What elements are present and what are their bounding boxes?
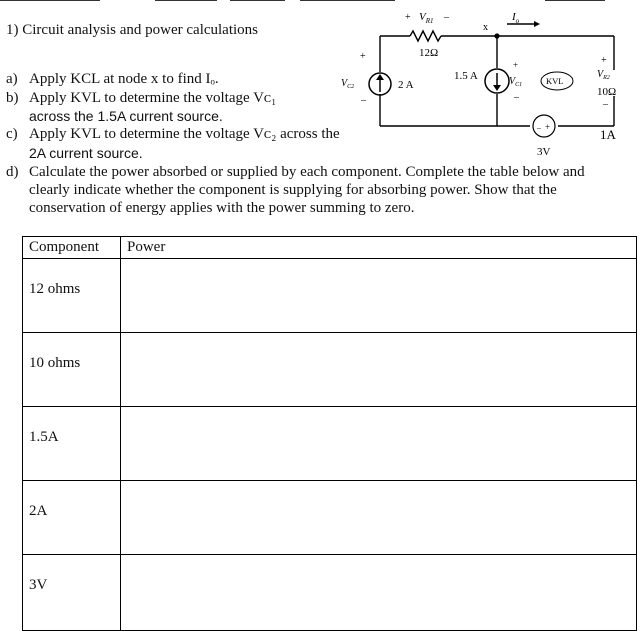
r1-label: 12Ω	[419, 47, 439, 59]
vr1-plus-sign: +	[405, 12, 411, 23]
vc2-label: V	[341, 78, 348, 89]
source-2a-label: 2 A	[398, 79, 414, 91]
io-label: I	[512, 11, 516, 23]
component-cell: 10 ohms	[23, 333, 121, 407]
question-text: clearly indicate whether the component is supplying for absorbing power. Show that the	[29, 182, 557, 198]
power-input-cell[interactable]	[121, 407, 637, 481]
vr2-minus-sign: –	[603, 99, 608, 110]
io-arrow-icon	[534, 21, 540, 27]
source-1a-label: 1A	[600, 127, 616, 142]
vr1-minus-sign: –	[444, 12, 449, 23]
vc1-subscript: C1	[515, 82, 523, 88]
question-text: Apply KVL to determine the voltage Vᴄ₁	[29, 90, 277, 106]
question-text: Apply KCL at node x to find Iₒ.	[29, 71, 219, 87]
vc1-minus-sign: –	[514, 92, 519, 103]
r2-label: 10Ω	[597, 86, 617, 98]
v3-minus-sign: –	[537, 123, 541, 132]
component-cell: 3V	[23, 555, 121, 631]
page-title: 1) Circuit analysis and power calculations	[6, 22, 259, 38]
question-label: d)	[6, 164, 19, 180]
question-label: a)	[6, 71, 18, 87]
source-3v-label: 3V	[537, 146, 551, 158]
node-x-label: x	[483, 22, 488, 33]
vc2-plus-sign: +	[360, 51, 366, 62]
vc2-subscript: C2	[347, 84, 355, 90]
vr2-plus-sign: +	[601, 55, 607, 66]
power-input-cell[interactable]	[121, 333, 637, 407]
io-subscript: o	[515, 17, 520, 25]
table-row	[23, 333, 637, 407]
power-table	[22, 236, 637, 631]
question-text: Apply KVL to determine the voltage Vᴄ₂ across the	[29, 126, 340, 142]
kvl-label: KVL	[546, 76, 564, 86]
svg-text:VC1	[509, 76, 522, 88]
table-row	[23, 555, 637, 631]
v3-plus-sign: +	[545, 122, 551, 132]
component-cell: 12 ohms	[23, 259, 121, 333]
component-cell: 1.5A	[23, 407, 121, 481]
resistor-12-symbol	[410, 31, 441, 41]
question-text: 2A current source.	[29, 145, 143, 161]
power-input-cell[interactable]	[121, 555, 637, 631]
svg-text:Io	[511, 11, 520, 25]
component-cell: 2A	[23, 481, 121, 555]
power-input-cell[interactable]	[121, 259, 637, 333]
vc1-plus-sign: +	[513, 60, 519, 70]
vr1-subscript: R1	[425, 17, 434, 25]
header-power: Power	[121, 237, 637, 259]
vc1-label: V	[509, 76, 516, 87]
header-component: Component	[23, 237, 121, 259]
question-text: conservation of energy applies with the power summing to zero.	[29, 200, 415, 216]
question-text: across the 1.5A current source.	[29, 108, 223, 124]
question-text: Calculate the power absorbed or supplied by each component. Complete the table below and	[29, 164, 585, 180]
table-row	[23, 481, 637, 555]
table-row	[23, 259, 637, 333]
table-row	[23, 407, 637, 481]
vr2-label: V	[597, 69, 604, 80]
svg-text:VC2	[341, 78, 354, 90]
vc2-minus-sign: –	[361, 95, 366, 106]
source-1-5a-label: 1.5 A	[454, 70, 478, 82]
question-label: b)	[6, 90, 19, 106]
power-input-cell[interactable]	[121, 481, 637, 555]
vr1-label: V	[419, 11, 426, 23]
table-header-row	[23, 237, 637, 259]
circuit-diagram	[0, 0, 641, 240]
node-x-dot	[494, 33, 499, 38]
vr2-subscript: R2	[603, 75, 610, 81]
question-label: c)	[6, 126, 18, 142]
svg-text:VR1	[419, 11, 434, 25]
